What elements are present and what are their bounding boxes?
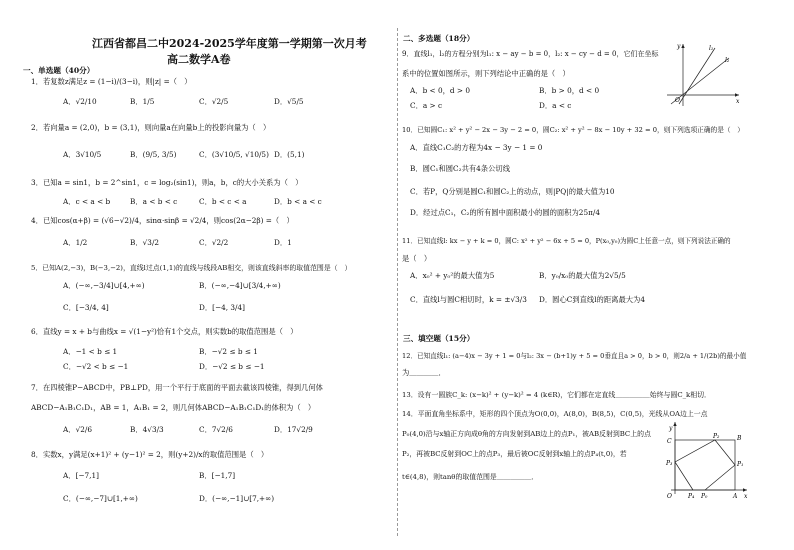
question-7-stem-line2: ABCD−A₁B₁C₁D₁，AB = 1，A₁B₁ = 2，则几何体ABCD−A₁B₁C₁D₁的体积为（ ） xyxy=(31,403,316,412)
fig14-p3-label: P₃ xyxy=(666,460,673,467)
question-11-option-a: A．x₀² + y₀²的最大值为5 xyxy=(410,271,495,280)
section2-title: 二、多选题（18分） xyxy=(403,34,475,43)
question-8-option-b: B．[−1,7] xyxy=(199,471,236,480)
question-9-figure xyxy=(663,40,743,108)
question-2-option-b: B．(9/5, 3/5) xyxy=(130,150,177,159)
question-10-option-a: A．直线C₁C₂的方程为4x − 3y − 1 = 0 xyxy=(410,143,543,152)
column-divider xyxy=(397,28,398,536)
question-6-option-d: D．−√2 ≤ b ≤ −1 xyxy=(199,362,265,371)
question-14-line2: P₀(4,0)沿与x轴正方向成θ角的方向发射到AB边上的点P₁，被AB反射到BC上的点 xyxy=(402,430,651,438)
question-10-option-c: C．若P，Q分别是圆C₁和圆C₂上的动点，则|PQ|的最大值为10 xyxy=(410,187,615,196)
question-2-option-d: D．(5,1) xyxy=(274,150,305,159)
question-5-option-d: D．[−4, 3/4] xyxy=(199,303,245,312)
fig14-c-label: C xyxy=(667,438,672,445)
exam-subtitle: 高二数学A卷 xyxy=(167,53,231,66)
question-11-option-b: B．y₀/x₀的最大值为2√5/5 xyxy=(539,271,626,280)
fig14-y-axis-arrow-icon xyxy=(673,422,676,426)
question-1-option-c: C．√2/5 xyxy=(199,97,229,106)
question-9-option-a: A．b < 0，d > 0 xyxy=(410,86,470,95)
question-10-stem: 10．已知圆C₁: x² + y² − 2x − 3y − 2 = 0，圆C₂: x² + y² − 8x − 10y + 32 = 0，则下列选项正确的是（ ） xyxy=(402,126,744,134)
question-2-option-c: C．(3√10/5, √10/5) xyxy=(199,150,269,159)
question-3-stem: 3．已知a = sin1，b = 2^sin1，c = log₂(sin1)，则a，b，c的大小关系为（ ） xyxy=(31,178,303,187)
fig14-y-label: y xyxy=(669,425,673,432)
question-10-option-d: D．经过点C₁，C₂的所有圆中面积最小的圆的面积为25π/4 xyxy=(410,208,600,217)
question-9-stem-line2: 系中的位置如图所示，则下列结论中正确的是（ ） xyxy=(402,69,570,78)
question-11-option-c: C．直线l与圆C相切时，k = ±√3/3 xyxy=(410,295,527,304)
fig14-p1-label: P₁ xyxy=(737,461,744,468)
fig9-x-label: x xyxy=(736,98,740,105)
fig14-b-label: B xyxy=(737,435,742,442)
fig14-p0-label: P₀ xyxy=(701,493,708,500)
question-8-stem: 8．实数x，y满足(x+1)² + (y−1)² = 2，则(y+2)/x的取值范围是（ ） xyxy=(31,450,269,459)
question-4-option-d: D．1 xyxy=(274,238,292,247)
question-7-option-d: D．17√2/9 xyxy=(274,425,313,434)
line-l1 xyxy=(679,48,715,104)
question-7-stem-line1: 7．在四棱锥P−ABCD中，PB⊥PD，用一个平行于底面的平面去截该四棱锥，得到几何体 xyxy=(31,383,323,392)
y-axis-arrow-icon xyxy=(681,44,684,48)
question-3-option-d: D．b < a < c xyxy=(274,197,322,206)
question-8-option-c: C．(−∞,−7]∪[1,+∞) xyxy=(63,494,138,503)
right-column xyxy=(399,0,794,550)
question-9-option-b: B．b > 0，d < 0 xyxy=(539,86,600,95)
question-1-option-a: A．√2/10 xyxy=(63,97,97,106)
question-13-stem: 13．设有一圆族C_k: (x−k)² + (y−k)² = 4 (k∈R)，它们都在定直线＿＿＿＿＿始终与圆C_k相切． xyxy=(402,391,711,399)
fig9-l2-label: l₂ xyxy=(725,57,730,64)
question-2-option-a: A．3√10/5 xyxy=(63,150,102,159)
fig14-light-path xyxy=(675,440,735,490)
question-3-option-b: B．a < b < c xyxy=(130,197,178,206)
left-column xyxy=(0,0,396,550)
fig9-y-label: y xyxy=(677,43,681,50)
question-12-end: 为＿＿＿＿． xyxy=(402,368,446,377)
question-14-figure xyxy=(663,418,751,500)
question-14-line4: t∈(4,8)，则tanθ的取值范围是＿＿＿＿＿． xyxy=(402,473,539,481)
fig14-origin-label: O xyxy=(667,493,672,500)
question-1-option-d: D．√5/5 xyxy=(274,97,304,106)
question-9-stem-line1: 9．直线l₁，l₂的方程分别为l₁: x − ay − b = 0，l₂: x − cy − d = 0，它们在坐标 xyxy=(402,50,659,58)
question-4-stem: 4．已知cos(α+β) = (√6−√2)/4，sinα·sinβ = √2/4，则cos(2α−2β) =（ ） xyxy=(31,216,294,225)
fig14-p2-label: P₂ xyxy=(713,433,720,440)
question-6-option-c: C．−√2 < b ≤ −1 xyxy=(63,362,129,371)
fig14-p4-label: P₄ xyxy=(688,493,695,500)
question-11-stem-line2: 是（ ） xyxy=(402,254,432,263)
fig14-x-label: x xyxy=(744,493,748,500)
question-5-option-c: C．[−3/4, 4] xyxy=(63,303,109,312)
question-11-stem-line1: 11．已知直线l: kx − y + k = 0，圆C: x² + y² − 6x + 5 = 0，P(x₀,y₀)为圆C上任意一点，则下列说法正确的 xyxy=(402,237,731,245)
question-14-line3: P₂，再被BC反射到OC上的点P₃，最后被OC反射到x轴上的点P₄(t,0)，若 xyxy=(402,450,627,458)
question-4-option-c: C．√2/2 xyxy=(199,238,229,247)
question-3-option-a: A．c < a < b xyxy=(63,197,111,206)
question-8-option-d: D．(−∞,−1]∪[7,+∞) xyxy=(199,494,275,503)
fig9-origin-label: O xyxy=(675,97,680,104)
question-3-option-c: C．b < c < a xyxy=(199,197,247,206)
question-7-option-c: C．7√2/6 xyxy=(199,425,233,434)
fig14-rectangle xyxy=(675,440,735,490)
question-5-option-b: B．(−∞,−4]∪[3/4,+∞) xyxy=(199,281,281,290)
exam-title: 江西省都昌二中2024-2025学年度第一学期第一次月考 xyxy=(92,37,367,50)
fig14-x-axis-arrow-icon xyxy=(743,488,747,491)
question-5-stem: 5．已知A(2,−3)，B(−3,−2)，直线l过点(1,1)的直线与线段AB相交，则该直线斜率的取值范围是（ ） xyxy=(31,264,352,272)
question-4-option-b: B．√3/2 xyxy=(130,238,160,247)
question-6-stem: 6．直线y = x + b与曲线x = √(1−y²)恰有1个交点，则实数b的取值范围是（ ） xyxy=(31,327,298,336)
question-9-option-d: D．a < c xyxy=(539,101,572,110)
question-7-option-b: B．4√3/3 xyxy=(130,425,164,434)
section1-title: 一、单选题（40分） xyxy=(23,66,95,75)
question-7-option-a: A．√2/6 xyxy=(63,425,92,434)
question-12-stem: 12．已知直线l₁: (a−4)x − 3y + 1 = 0与l₂: 3x − (b+1)y + 5 = 0垂直且a > 0，b > 0，则2/a + 1/(2b)的最小值 xyxy=(402,352,747,360)
fig14-a-label: A xyxy=(733,493,738,500)
question-9-option-c: C．a > c xyxy=(410,101,443,110)
question-1-option-b: B．1/5 xyxy=(130,97,155,106)
question-5-option-a: A．(−∞,−3/4]∪[4,+∞) xyxy=(63,281,145,290)
question-1-stem: 1．若复数z满足z = (1−i)/(3−i)，则|z| =（ ） xyxy=(31,77,192,86)
question-8-option-a: A．[−7,1] xyxy=(63,471,99,480)
question-14-line1: 14．平面直角坐标系中，矩形的四个顶点为O(0,0)，A(8,0)，B(8,5)，C(0,5)，光线从OA边上一点 xyxy=(402,410,708,418)
section3-title: 三、填空题（15分） xyxy=(403,334,475,343)
x-axis-arrow-icon xyxy=(735,93,739,96)
question-4-option-a: A．1/2 xyxy=(63,238,88,247)
question-11-option-d: D．圆心C到直线l的距离最大为4 xyxy=(539,295,645,304)
fig9-l1-label: l₁ xyxy=(709,45,714,52)
question-6-option-a: A．−1 < b ≤ 1 xyxy=(63,347,118,356)
question-2-stem: 2．若向量a = (2,0)，b = (3,1)，则向量a在向量b上的投影向量为（ ） xyxy=(31,123,271,132)
question-6-option-b: B．−√2 ≤ b ≤ 1 xyxy=(199,347,258,356)
question-10-option-b: B．圆C₁和圆C₂共有4条公切线 xyxy=(410,164,510,173)
